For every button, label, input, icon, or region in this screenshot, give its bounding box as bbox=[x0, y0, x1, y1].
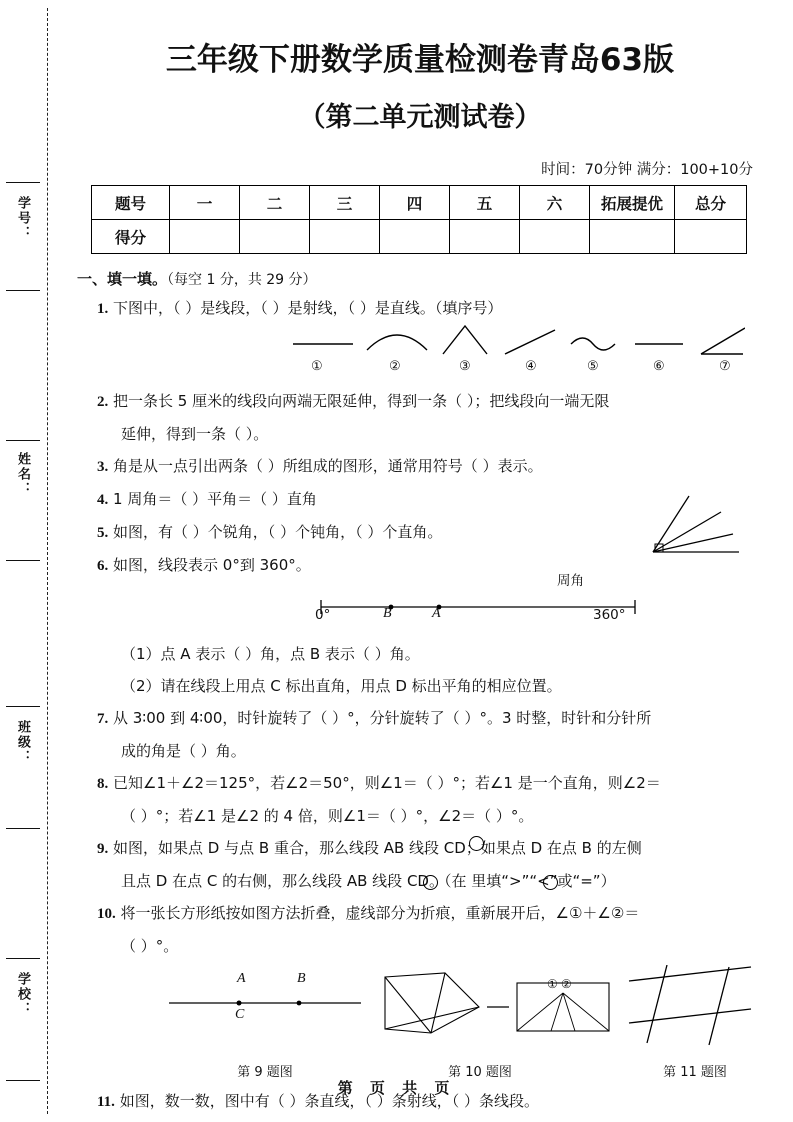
question-2-line1: 把一条长 5 厘米的线段向两端无限延伸，得到一条（ ）；把线段向一端无限 bbox=[113, 392, 610, 410]
page-title: 三年级下册数学质量检测卷青岛63版 bbox=[165, 42, 675, 78]
question-9-line2-wrap bbox=[121, 869, 765, 894]
q10-label-1: ① bbox=[547, 977, 558, 991]
q5-angle-figure bbox=[635, 494, 745, 564]
q9-blank-circle-3[interactable] bbox=[543, 875, 558, 890]
question-11-number: 11. bbox=[97, 1094, 115, 1110]
score-header-6: 六 bbox=[520, 186, 590, 220]
question-6-sub1: （1）点 A 表示（ ）角，点 B 表示（ ）角。 bbox=[121, 645, 420, 663]
score-cell-3[interactable] bbox=[310, 220, 380, 254]
question-7-line1: 从 3∶00 到 4∶00，时针旋转了（ ）°，分针旋转了（ ）°。3 时整，时针和分针所 bbox=[113, 709, 652, 727]
q9-figure bbox=[165, 983, 365, 1033]
score-cell-5[interactable] bbox=[450, 220, 520, 254]
score-cell-7[interactable] bbox=[590, 220, 675, 254]
score-cell-6[interactable] bbox=[520, 220, 590, 254]
question-2-line2: 延伸，得到一条（ ）。 bbox=[121, 425, 269, 443]
q11-figure bbox=[623, 965, 759, 1047]
question-8-line2-wrap bbox=[121, 804, 765, 829]
score-header-0: 题号 bbox=[92, 186, 170, 220]
score-cell-2[interactable] bbox=[240, 220, 310, 254]
score-header-8: 总分 bbox=[675, 186, 747, 220]
question-9-line1: 如图，如果点 D 与点 B 重合，那么线段 AB 线段 CD；如果点 D 在点 B 的左侧 bbox=[113, 839, 642, 857]
side-tick-7 bbox=[6, 958, 40, 959]
score-table bbox=[91, 185, 747, 254]
question-7-number: 7. bbox=[97, 711, 109, 727]
score-header-4: 四 bbox=[380, 186, 450, 220]
q9-blank-circle-1[interactable] bbox=[469, 836, 484, 851]
question-5-block bbox=[75, 520, 765, 546]
question-9-number: 9. bbox=[97, 841, 109, 857]
question-10-line2-wrap bbox=[121, 934, 765, 959]
question-7 bbox=[97, 706, 765, 732]
side-tick-3 bbox=[6, 440, 40, 441]
q1-label-5: ⑤ bbox=[587, 358, 599, 373]
caption-q10: 第 10 题图 bbox=[448, 1065, 512, 1080]
side-tick-5 bbox=[6, 706, 40, 707]
question-11-text: 如图，数一数，图中有（ ）条直线，（ ）条射线，（ ）条线段。 bbox=[119, 1092, 540, 1110]
side-tick-2 bbox=[6, 290, 40, 291]
q6-label-360: 360° bbox=[593, 607, 626, 623]
question-7-line2: 成的角是（ ）角。 bbox=[121, 742, 246, 760]
exam-meta: 时间：70分钟 满分：100+10分 bbox=[541, 162, 753, 178]
table-row bbox=[92, 186, 747, 220]
q10-figure bbox=[375, 967, 615, 1045]
question-1-number: 1. bbox=[97, 301, 109, 317]
question-8-line2: （ ）°；若∠1 是∠2 的 4 倍，则∠1＝（ ）°，∠2＝（ ）°。 bbox=[121, 807, 534, 825]
side-label-xuehao: 学号： bbox=[15, 196, 30, 241]
caption-q9: 第 9 题图 bbox=[237, 1065, 293, 1080]
question-8-number: 8. bbox=[97, 776, 109, 792]
score-cell-1[interactable] bbox=[170, 220, 240, 254]
question-10 bbox=[97, 901, 765, 927]
score-cell-8[interactable] bbox=[675, 220, 747, 254]
question-2-number: 2. bbox=[97, 394, 109, 410]
section-1-heading bbox=[77, 268, 765, 289]
q1-label-2: ② bbox=[389, 358, 401, 373]
score-header-1: 一 bbox=[170, 186, 240, 220]
section-1-note: （每空 1 分，共 29 分） bbox=[167, 272, 317, 288]
question-9 bbox=[97, 836, 765, 862]
page-subtitle: （第二单元测试卷） bbox=[298, 102, 542, 133]
question-5-text: 如图，有（ ）个锐角，（ ）个钝角，（ ）个直角。 bbox=[113, 523, 443, 541]
side-tick-4 bbox=[6, 560, 40, 561]
q9-label-C: C bbox=[235, 1007, 245, 1022]
question-3-text: 角是从一点引出两条（ ）所组成的图形，通常用符号（ ）表示。 bbox=[113, 457, 543, 475]
q6-label-zhoujiao: 周角 bbox=[557, 573, 584, 589]
question-3 bbox=[97, 454, 765, 480]
figures-row bbox=[75, 965, 765, 1061]
side-label-xuexiao: 学校： bbox=[15, 972, 30, 1017]
side-label-banji: 班级： bbox=[15, 720, 30, 765]
score-header-7: 拓展提优 bbox=[590, 186, 675, 220]
question-4-number: 4. bbox=[97, 492, 109, 508]
question-6-text: 如图，线段表示 0°到 360°。 bbox=[113, 556, 311, 574]
q1-label-1: ① bbox=[311, 358, 323, 373]
question-6-sub1-wrap bbox=[121, 642, 765, 667]
section-1-title: 一、填一填。 bbox=[77, 270, 168, 288]
page-footer: 第 页 共 页 bbox=[337, 1079, 456, 1097]
score-cell-4[interactable] bbox=[380, 220, 450, 254]
question-1-figures bbox=[105, 322, 765, 382]
question-10-line2: （ ）°。 bbox=[121, 937, 179, 955]
question-1-text: 下图中，（ ）是线段，（ ）是射线，（ ）是直线。（填序号） bbox=[113, 299, 503, 317]
side-tick-1 bbox=[6, 182, 40, 183]
question-8 bbox=[97, 771, 765, 797]
side-tick-6 bbox=[6, 828, 40, 829]
q9-label-B: B bbox=[297, 971, 306, 986]
q1-shapes bbox=[105, 322, 745, 364]
question-10-number: 10. bbox=[97, 906, 116, 922]
score-header-5: 五 bbox=[450, 186, 520, 220]
score-header-3: 三 bbox=[310, 186, 380, 220]
question-9-line2: 且点 D 在点 C 的右侧，那么线段 AB 线段 CD。（在 里填“>”“<”或“=”） bbox=[121, 872, 616, 890]
q1-label-3: ③ bbox=[459, 358, 471, 373]
question-7-line2-wrap bbox=[121, 739, 765, 764]
side-label-xingming: 姓名： bbox=[15, 452, 30, 497]
question-2-line2-wrap bbox=[121, 422, 765, 447]
question-10-line1: 将一张长方形纸按如图方法折叠，虚线部分为折痕，重新展开后，∠①＋∠②＝ bbox=[120, 904, 640, 922]
q6-label-0: 0° bbox=[315, 607, 331, 623]
table-row bbox=[92, 220, 747, 254]
q1-label-4: ④ bbox=[525, 358, 537, 373]
question-8-line1: 已知∠1＋∠2＝125°，若∠2＝50°，则∠1＝（ ）°；若∠1 是一个直角，则∠2＝ bbox=[113, 774, 661, 792]
question-4-text: 1 周角＝（ ）平角＝（ ）直角 bbox=[113, 490, 317, 508]
q10-label-2: ② bbox=[561, 977, 572, 991]
q1-label-7: ⑦ bbox=[719, 358, 731, 373]
score-row-label: 得分 bbox=[92, 220, 170, 254]
question-3-number: 3. bbox=[97, 459, 109, 475]
q6-label-A: A bbox=[432, 606, 441, 621]
question-6-figure bbox=[75, 573, 765, 635]
score-header-2: 二 bbox=[240, 186, 310, 220]
question-6-number: 6. bbox=[97, 558, 109, 574]
question-5-number: 5. bbox=[97, 525, 109, 541]
q9-label-A: A bbox=[237, 971, 246, 986]
document-content bbox=[75, 0, 765, 1115]
caption-q11: 第 11 题图 bbox=[663, 1065, 727, 1080]
q9-blank-circle-2[interactable] bbox=[423, 875, 438, 890]
question-2 bbox=[97, 389, 765, 415]
question-6-sub2: （2）请在线段上用点 C 标出直角，用点 D 标出平角的相应位置。 bbox=[121, 677, 562, 695]
q1-label-6: ⑥ bbox=[653, 358, 665, 373]
q6-label-B: B bbox=[383, 606, 392, 621]
question-1 bbox=[97, 296, 765, 322]
cut-line bbox=[47, 8, 48, 1114]
question-6-sub2-wrap bbox=[121, 674, 765, 699]
